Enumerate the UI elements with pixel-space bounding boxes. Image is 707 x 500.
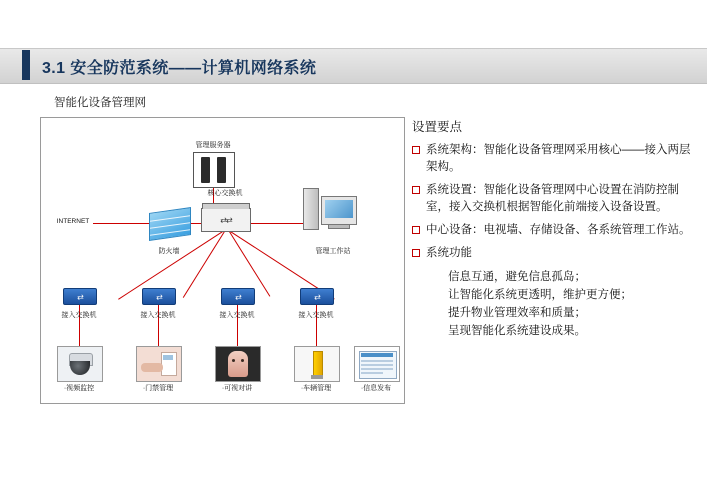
firewall-brick-icon bbox=[149, 207, 191, 241]
bullet-item-4 bbox=[412, 245, 692, 262]
access-switch-3-icon: ⇄ bbox=[221, 288, 255, 305]
page-title: 3.1 安全防范系统——计算机网络系统 bbox=[42, 60, 317, 77]
access-switch-1-icon: ⇄ bbox=[63, 288, 97, 305]
bullet-item-2 bbox=[412, 182, 692, 216]
bullet-item-4-text: 系统功能 bbox=[426, 247, 472, 259]
network-diagram bbox=[40, 117, 405, 404]
workstation-base-icon bbox=[328, 224, 350, 229]
core-switch-icon: ⇄⇄ bbox=[201, 208, 251, 232]
dome-camera-icon bbox=[57, 346, 103, 382]
workstation-tower-icon bbox=[303, 188, 319, 230]
information-display-icon bbox=[354, 346, 400, 382]
link-core-access-3 bbox=[228, 230, 271, 297]
link-internet-firewall bbox=[93, 223, 149, 224]
bullet-item-3-text: 中心设备：电视墙、存储设备、各系统管理工作站。 bbox=[426, 224, 691, 236]
diagram-caption: 智能化设备管理网 bbox=[54, 97, 146, 109]
sub-line-2: 让智能化系统更透明，维护更方便； bbox=[448, 289, 632, 301]
device-2-label: ·门禁管理 bbox=[142, 385, 174, 392]
panel-title: 设置要点 bbox=[412, 120, 463, 134]
bullet-square-icon bbox=[412, 186, 420, 194]
bullet-square-icon bbox=[412, 249, 420, 257]
title-accent-bar bbox=[22, 50, 30, 80]
access-switch-4-icon: ⇄ bbox=[300, 288, 334, 305]
device-5-label: ·信息发布 bbox=[360, 385, 392, 392]
access-switch-4-label: 接入交换机 bbox=[298, 312, 334, 319]
bullet-item-1-text: 系统架构：智能化设备管理网采用核心——接入两层架构。 bbox=[426, 144, 691, 173]
access-switch-2-label: 接入交换机 bbox=[140, 312, 176, 319]
access-switch-2-icon: ⇄ bbox=[142, 288, 176, 305]
sub-line-3: 提升物业管理效率和质量； bbox=[448, 307, 586, 319]
management-workstation-label: 管理工作站 bbox=[315, 248, 351, 255]
device-4-label: ·车辆管理 bbox=[300, 385, 332, 392]
access-switch-3-label: 接入交换机 bbox=[219, 312, 255, 319]
video-intercom-icon bbox=[215, 346, 261, 382]
bullet-item-3 bbox=[412, 222, 692, 239]
sub-line-1: 信息互通，避免信息孤岛； bbox=[448, 271, 586, 283]
access-switch-1-label: 接入交换机 bbox=[61, 312, 97, 319]
parking-barrier-icon bbox=[294, 346, 340, 382]
bullet-square-icon bbox=[412, 226, 420, 234]
device-1-label: ·视频监控 bbox=[63, 385, 95, 392]
bullet-item-1 bbox=[412, 142, 692, 176]
access-control-icon bbox=[136, 346, 182, 382]
key-points-panel bbox=[412, 117, 692, 340]
workstation-monitor-icon bbox=[321, 196, 357, 225]
sub-line-4: 呈现智能化系统建设成果。 bbox=[448, 325, 586, 337]
bullet-square-icon bbox=[412, 146, 420, 154]
device-3-label: ·可视对讲 bbox=[221, 385, 253, 392]
management-server-label: 管理服务器 bbox=[195, 142, 231, 149]
core-switch-label: 核心交换机 bbox=[207, 190, 243, 197]
firewall-label: 防火墙 bbox=[158, 248, 180, 255]
slide-footer bbox=[0, 463, 707, 500]
management-server-icon bbox=[193, 152, 235, 188]
internet-label: INTERNET bbox=[56, 218, 90, 225]
link-core-access-2 bbox=[182, 229, 226, 298]
bullet-item-2-text: 系统设置：智能化设备管理网中心设置在消防控制室，接入交换机根据智能化前端接入设备设置。 bbox=[426, 184, 679, 213]
